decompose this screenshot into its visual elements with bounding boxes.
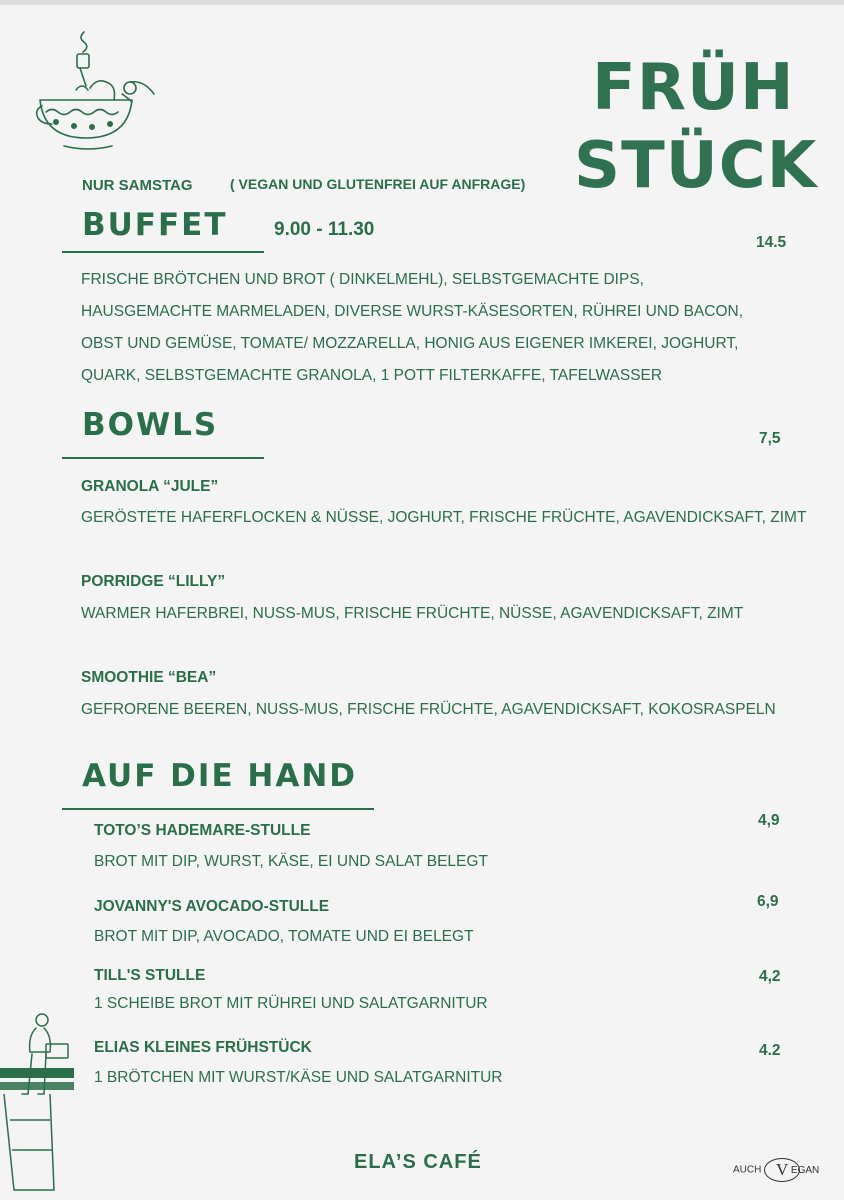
bowl-item-desc: GERÖSTETE HAFERFLOCKEN & NÜSSE, JOGHURT, FRISCHE FRÜCHTE, AGAVENDICKSAFT, ZIMT <box>81 509 807 526</box>
buffet-underline <box>62 251 264 253</box>
buffet-line: QUARK, SELBSTGEMACHTE GRANOLA, 1 POTT FILTERKAFFE, TAFELWASSER <box>81 367 663 384</box>
buffet-line: OBST UND GEMÜSE, TOMATE/ MOZZARELLA, HONIG AUS EIGENER IMKEREI, JOGHURT, <box>81 335 739 352</box>
bowl-item-desc: GEFRORENE BEEREN, NUSS-MUS, FRISCHE FRÜCHTE, AGAVENDICKSAFT, KOKOSRASPELN <box>81 701 776 718</box>
hand-underline <box>62 808 374 810</box>
buffet-line: FRISCHE BRÖTCHEN UND BROT ( DINKELMEHL), SELBSTGEMACHTE DIPS, <box>81 271 644 288</box>
buffet-description <box>81 264 821 392</box>
hand-item-name: TILL'S STULLE <box>94 967 206 984</box>
vegan-badge-pre: AUCH <box>733 1164 762 1176</box>
teacup-person-icon <box>34 28 160 156</box>
hand-item-price: 4,9 <box>758 812 780 829</box>
bowls-price: 7,5 <box>759 430 781 447</box>
hand-item-price: 4.2 <box>759 1042 781 1059</box>
hand-item-name: ELIAS KLEINES FRÜHSTÜCK <box>94 1039 312 1056</box>
vegan-badge <box>733 1158 820 1182</box>
hand-item-desc: 1 SCHEIBE BROT MIT RÜHREI UND SALATGARNITUR <box>94 995 488 1012</box>
bowl-item-name: SMOOTHIE “BEA” <box>81 669 217 686</box>
vegan-note: ( VEGAN UND GLUTENFREI AUF ANFRAGE) <box>230 176 526 192</box>
bowl-item-name: GRANOLA “JULE” <box>81 478 219 495</box>
bowls-title: BOWLS <box>82 407 219 443</box>
bowls-underline <box>62 457 264 459</box>
person-laptop-icon <box>0 1010 80 1200</box>
hand-item-name: JOVANNY'S AVOCADO-STULLE <box>94 898 330 915</box>
buffet-line: HAUSGEMACHTE MARMELADEN, DIVERSE WURST-KÄSESORTEN, RÜHREI UND BACON, <box>81 303 743 320</box>
buffet-time: 9.00 - 11.30 <box>274 219 375 240</box>
hand-title: AUF DIE HAND <box>82 758 358 794</box>
title-line1: FRÜH <box>592 51 795 125</box>
top-border <box>0 0 844 5</box>
hand-item-desc: BROT MIT DIP, AVOCADO, TOMATE UND EI BELEGT <box>94 928 474 945</box>
vegan-badge-v: V <box>764 1158 800 1182</box>
vegan-badge-post: EGAN <box>790 1164 820 1176</box>
hand-item-price: 6,9 <box>757 893 779 910</box>
buffet-title: BUFFET <box>82 207 228 243</box>
hand-item-desc: BROT MIT DIP, WURST, KÄSE, EI UND SALAT BELEGT <box>94 853 488 870</box>
bowl-item-desc: WARMER HAFERBREI, NUSS-MUS, FRISCHE FRÜCHTE, NÜSSE, AGAVENDICKSAFT, ZIMT <box>81 605 744 622</box>
hand-item-desc: 1 BRÖTCHEN MIT WURST/KÄSE UND SALATGARNITUR <box>94 1069 503 1086</box>
cafe-name: ELA’S CAFÉ <box>354 1151 482 1173</box>
buffet-price: 14.5 <box>756 234 787 251</box>
hand-item-price: 4,2 <box>759 968 781 985</box>
title-line2: STÜCK <box>574 129 818 203</box>
hand-item-name: TOTO’S HADEMARE-STULLE <box>94 822 311 839</box>
bowl-item-name: PORRIDGE “LILLY” <box>81 573 226 590</box>
saturday-label: NUR SAMSTAG <box>82 177 193 194</box>
